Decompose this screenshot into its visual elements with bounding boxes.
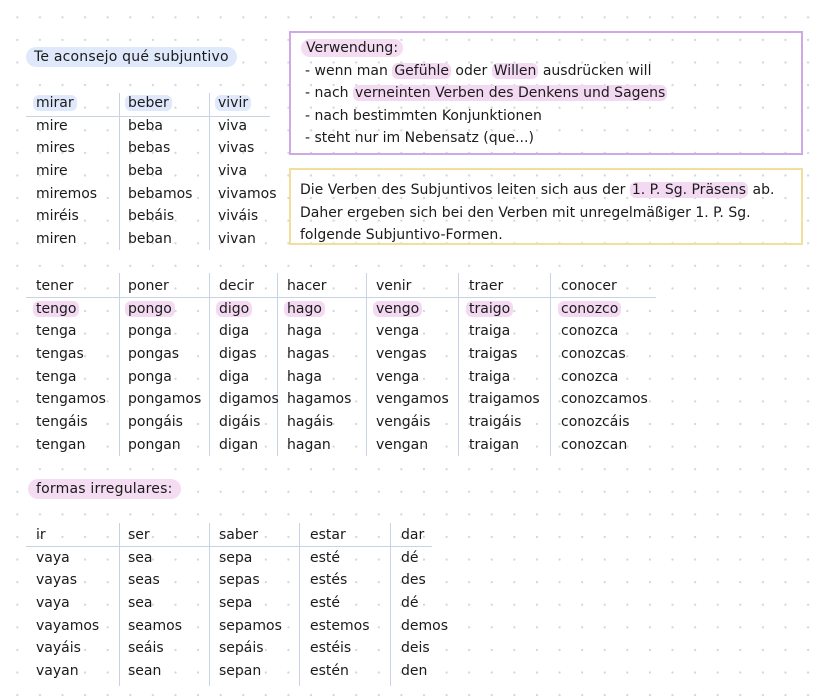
stem-column-decir — [219, 275, 279, 457]
table-cell: seamos — [128, 617, 182, 634]
table-cell: decir — [219, 278, 254, 294]
table-cell: vengamos — [376, 391, 449, 408]
table-cell: estén — [310, 663, 349, 680]
table-cell: traigáis — [469, 414, 522, 431]
table-cell: estar — [310, 527, 346, 543]
table-cell: conozcas — [561, 346, 626, 363]
table-cell: tenga — [36, 323, 77, 340]
table-cell: estés — [310, 572, 348, 589]
table-cell: pongáis — [128, 414, 183, 431]
table-cell: traigo — [469, 298, 540, 321]
table-cell: traigas — [469, 346, 518, 363]
stem-column-traer — [469, 275, 540, 457]
info-line-1: Die Verben des Subjuntivos leiten sich aus der 1. P. Sg. Präsens ab. — [300, 182, 775, 198]
table-cell: dar — [401, 527, 425, 543]
verwendung-item-3: - nach bestimmten Konjunktionen — [305, 107, 542, 124]
table-cell: digo — [219, 298, 279, 321]
irregular-divider — [119, 523, 120, 686]
table-cell: beba — [128, 163, 163, 180]
table-cell: esté — [310, 549, 341, 566]
table-cell: sepáis — [219, 640, 264, 657]
table-cell: vengáis — [376, 414, 431, 431]
table-cell: estéis — [310, 640, 352, 657]
table-cell: viva — [218, 163, 248, 180]
table-cell: conozca — [561, 368, 619, 385]
table-cell: vengan — [376, 436, 429, 453]
table-cell: mirar — [36, 92, 97, 115]
table-cell: vaya — [36, 549, 70, 566]
table-cell: pongan — [128, 436, 181, 453]
table-cell: conozcamos — [561, 391, 648, 408]
table-cell: vivir — [218, 92, 277, 115]
table-cell: tengáis — [36, 414, 88, 431]
table-cell: dé — [401, 595, 419, 612]
table-cell: digamos — [219, 391, 279, 408]
table-cell: hacer — [287, 278, 327, 294]
table-cell: beba — [128, 117, 163, 134]
table-cell: tener — [36, 278, 74, 294]
table-cell: vayas — [36, 572, 78, 589]
stem-divider — [550, 273, 551, 456]
table-cell: diga — [219, 368, 250, 385]
table-cell: viváis — [218, 208, 259, 225]
stem-divider — [119, 273, 120, 456]
table-cell: venga — [376, 323, 420, 340]
table-cell: tengamos — [36, 391, 106, 408]
irregular-column-dar — [401, 524, 448, 683]
table-cell: conozcáis — [561, 414, 630, 431]
table-cell: sepa — [219, 595, 253, 612]
table-cell: sea — [128, 595, 153, 612]
verwendung-box — [289, 31, 803, 155]
table-cell: hago — [287, 298, 351, 321]
table-cell: hagáis — [287, 414, 334, 431]
table-cell: sepas — [219, 572, 260, 589]
table-cell: vaya — [36, 595, 70, 612]
table-cell: tengas — [36, 346, 84, 363]
table-cell: pongas — [128, 346, 180, 363]
table-cell: vivan — [218, 231, 256, 248]
table-cell: saber — [219, 527, 259, 543]
irregular-divider — [390, 523, 391, 686]
table-cell: traiga — [469, 368, 511, 385]
table-cell: sepamos — [219, 617, 282, 634]
regular-table-divider-2 — [209, 93, 210, 250]
stem-column-hacer — [287, 275, 351, 457]
verwendung-heading: Verwendung: — [301, 39, 403, 57]
table-cell: hagas — [287, 346, 330, 363]
irregular-column-ser — [128, 524, 182, 683]
table-cell: miren — [36, 231, 77, 248]
verwendung-item-4: - steht nur im Nebensatz (que...) — [305, 130, 534, 146]
table-cell: digan — [219, 436, 259, 453]
irregular-divider — [209, 523, 210, 686]
table-cell: sean — [128, 663, 162, 680]
table-cell: tengo — [36, 298, 106, 321]
table-cell: pongamos — [128, 391, 202, 408]
table-cell: estemos — [310, 617, 370, 634]
table-cell: digas — [219, 346, 257, 363]
table-cell: deis — [401, 640, 430, 657]
stem-divider — [458, 273, 459, 456]
info-box — [289, 168, 803, 245]
table-cell: haga — [287, 368, 322, 385]
table-cell: demos — [401, 617, 448, 634]
stem-column-poner — [128, 275, 201, 457]
table-cell: ir — [36, 527, 46, 543]
table-cell: venir — [376, 278, 412, 294]
page-title: Te aconsejo qué subjuntivo — [26, 47, 237, 67]
table-cell: miremos — [36, 185, 98, 202]
table-cell: sepan — [219, 663, 262, 680]
regular-table-divider-1 — [119, 93, 120, 250]
table-cell: vayan — [36, 663, 79, 680]
table-cell: vengas — [376, 346, 427, 363]
irregular-column-ir — [36, 524, 99, 683]
stem-divider — [209, 273, 210, 456]
table-cell: esté — [310, 595, 341, 612]
regular-column-ir — [218, 92, 277, 251]
table-cell: den — [401, 663, 428, 680]
table-cell: seáis — [128, 640, 164, 657]
table-cell: tengan — [36, 436, 86, 453]
info-line-2: Daher ergeben sich bei den Verben mit unregelmäßiger 1. P. Sg. — [300, 204, 751, 221]
table-cell: bebamos — [128, 185, 193, 202]
table-cell: hagan — [287, 436, 331, 453]
table-cell: miréis — [36, 208, 79, 225]
table-cell: mires — [36, 140, 75, 157]
table-cell: pongo — [128, 298, 201, 321]
table-cell: sepa — [219, 549, 253, 566]
stem-divider — [366, 273, 367, 456]
table-cell: vayamos — [36, 617, 100, 634]
table-cell: traigan — [469, 436, 520, 453]
table-cell: vayáis — [36, 640, 81, 657]
irregular-title: formas irregulares: — [28, 479, 181, 499]
table-cell: dé — [401, 549, 419, 566]
regular-column-ar — [36, 92, 97, 251]
table-cell: beber — [128, 92, 192, 115]
table-cell: tenga — [36, 368, 77, 385]
table-cell: vivamos — [218, 185, 277, 202]
verwendung-item-1: - wenn man Gefühle oder Willen ausdrücken will — [305, 62, 652, 79]
stem-column-venir — [376, 275, 449, 457]
table-cell: digáis — [219, 414, 261, 431]
table-cell: sea — [128, 549, 153, 566]
stem-column-conocer — [561, 275, 648, 457]
table-cell: venga — [376, 368, 420, 385]
table-cell: diga — [219, 323, 250, 340]
table-cell: ponga — [128, 368, 172, 385]
table-cell: hagamos — [287, 391, 352, 408]
table-cell: mire — [36, 163, 68, 180]
irregular-divider — [299, 523, 300, 686]
info-line-3: folgende Subjuntivo-Formen. — [300, 227, 503, 243]
table-cell: poner — [128, 278, 169, 294]
stem-column-tener — [36, 275, 106, 457]
table-cell: traer — [469, 278, 504, 294]
table-cell: des — [401, 572, 426, 589]
table-cell: beban — [128, 231, 172, 248]
table-cell: haga — [287, 323, 322, 340]
table-cell: conocer — [561, 278, 617, 294]
table-cell: conozcan — [561, 436, 628, 453]
irregular-column-saber — [219, 524, 282, 683]
table-cell: vivas — [218, 140, 255, 157]
table-cell: mire — [36, 117, 68, 134]
table-cell: ponga — [128, 323, 172, 340]
regular-column-er — [128, 92, 192, 251]
table-cell: traigamos — [469, 391, 540, 408]
verwendung-item-2: - nach verneinten Verben des Denkens und Sagens — [305, 85, 666, 101]
table-cell: viva — [218, 117, 248, 134]
irregular-column-estar — [310, 524, 370, 683]
table-cell: bebáis — [128, 208, 175, 225]
table-cell: conozco — [561, 298, 648, 321]
table-cell: bebas — [128, 140, 171, 157]
table-cell: conozca — [561, 323, 619, 340]
table-cell: traiga — [469, 323, 511, 340]
table-cell: ser — [128, 527, 150, 543]
table-cell: seas — [128, 572, 160, 589]
table-cell: vengo — [376, 298, 449, 321]
